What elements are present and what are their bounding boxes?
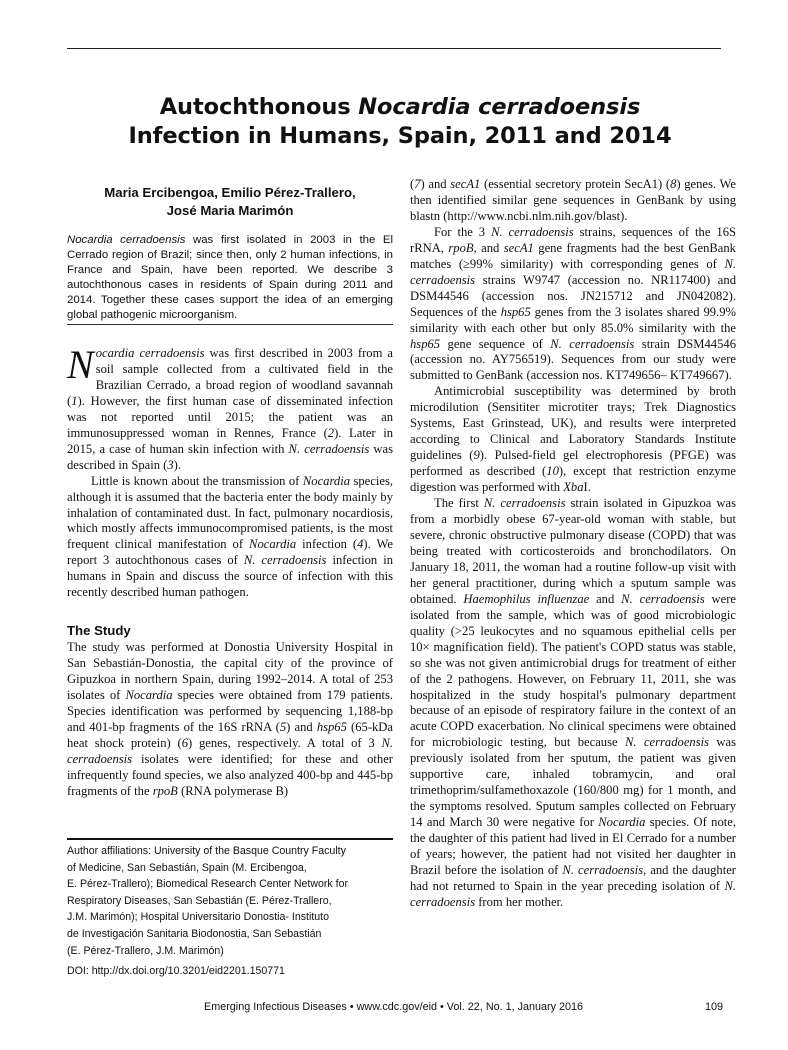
intro-paragraph-1: Nocardia cerradoensis was first described in 2003 from a soil sample collected from a cultivated field in the Brazilian Cerrado, a broad region of woodland savannah (1). However, the first human case of disseminated infection was not reported until 2015; the patient was an immunosuppressed woman in Rennes, France (2). Later in 2015, a case of human skin infection with N. cerradoensis was described in Spain (3). — [67, 342, 394, 472]
study-paragraph-2: For the 3 N. cerradoensis strains, sequences of the 16S rRNA, rpoB, and secA1 gene fragments had the best GenBank matches (≥99% similarity) with corresponding genes of N. cerradoensis strains W9747 (accession no. NR117400) and DSM44546 (accession nos. JN215712 and JN042082). Sequences of the hsp65 genes from the 3 isolates shared 99.9% similarity with each other but only 85.0% similarity with the hsp65 gene sequence of N. cerradoensis strain DSM44546 (accession no. AY756519). Sequences from our study were submitted to GenBank (accession nos. KT749656– KT749667). — [410, 224, 736, 383]
affiliation-line: E. Pérez-Trallero); Biomedical Research Center Network for — [67, 878, 349, 891]
title-species: Nocardia cerradoensis — [358, 94, 641, 120]
abstract-text: was first isolated in 2003 in the El Cerrado region of Brazil; since then, only 2 human infections, in France and Spain, have been reported. We describe 3 autochthonous cases in residents of Spain during 2011 and 2014. Together these cases support the idea of an emerging global pathogenic microorganism. — [67, 234, 393, 322]
affiliation-line: de Investigación Sanitaria Biodonostia, San Sebastián — [67, 927, 322, 940]
authors-line1: Maria Ercibengoa, Emilio Pérez-Trallero, — [104, 185, 356, 200]
affiliation-line: Author affiliations: University of the Basque Country Faculty — [67, 845, 346, 857]
abstract-species: Nocardia cerradoensis — [67, 234, 186, 246]
reference-link[interactable]: 3 — [167, 457, 174, 472]
journal-footer: Emerging Infectious Diseases • www.cdc.gov/eid • Vol. 22, No. 1, January 2016 — [204, 1001, 584, 1013]
reference-link[interactable]: 4 — [357, 537, 364, 552]
affiliation-line: (E. Pérez-Trallero, J.M. Marimón) — [67, 944, 224, 957]
study-paragraph-1: The study was performed at Donostia University Hospital in San Sebastián-Donostia, the capital city of the province of Gipuzkoa in northern Spain, during 1992–2014. A total of 253 isolates of Nocardia species were obtained from 179 patients. Species identification was performed by sequencing 1,188-bp and 401-bp fragments of the 16S rRNA (5) and hsp65 (65-kDa heat shock protein) (6) genes, respectively. A total of 3 N. cerradoensis isolates were identified; for these and other infrequently found species, we also analyzed 400-bp and 445-bp fragments of the rpoB (RNA polymerase B) — [67, 640, 393, 798]
reference-link[interactable]: 9 — [473, 448, 480, 463]
reference-link[interactable]: 10 — [546, 464, 559, 479]
reference-link[interactable]: 8 — [670, 177, 677, 191]
abstract-divider — [67, 324, 393, 325]
reference-link[interactable]: 6 — [181, 735, 189, 750]
drop-cap: N — [67, 342, 94, 387]
affiliation-line: J.M. Marimón); Hospital Universitario Donostia- Instituto — [67, 911, 329, 924]
affiliation-line: Respiratory Diseases, San Sebastián (E. Pérez-Trallero, — [67, 894, 332, 907]
study-paragraph-4: The first N. cerradoensis strain isolated in Gipuzkoa was from a morbidly obese 67-year-old woman with stable, but severe, chronic obstructive pulmonary disease (COPD) that was being treated with corticosteroids and bronchodilators. On January 18, 2011, the woman had a routine follow-up visit with her general practitioner, during which a sputum sample was obtained. Haemophilus influenzae and N. cerradoensis were isolated from the sample, which was of good microbiologic quality (>25 leukocytes and no squamous epithelial cells per 10× magnification field). The patient's COPD status was stable, so she was not given antimicrobial drugs for treatment of either of the 2 pathogens. However, on February 11, 2011, she was hospitalized in the study hospital's pulmonary department because of an episode of respiratory failure in the context of an acute COPD exacerbation. No clinical specimens were obtained for microbiologic testing, but because N. cerradoensis was previously isolated from her sputum, the patient was given supportive care, inhaled tobramycin, and oral trimethoprim/sulfamethoxazole (160/800 mg) for 1 month, and the symptoms resolved. Sputum samples collected on February 14 and March 30 were negative for Nocardia species. Of note, the daughter of this patient had lived in El Cerrado for a number of years; however, the patient had not visited her daughter in Brazil before the isolation of N. cerradoensis, and the daughter had not returned to Spain in the year preceding isolation of N. cerradoensis from her mother. — [410, 496, 737, 909]
right-column — [410, 177, 736, 911]
author-list — [67, 184, 393, 220]
reference-link[interactable]: 7 — [414, 177, 421, 191]
affiliations-divider — [67, 838, 393, 840]
title-line2: Infection in Humans, Spain, 2011 and 2014 — [128, 123, 672, 149]
reference-link[interactable]: 1 — [71, 393, 78, 408]
article-title — [60, 93, 740, 151]
study-paragraph-1-cont: (7) and secA1 (essential secretory protein SecA1) (8) genes. We then identified similar gene sequences in GenBank by using blastn (http://www.ncbi.nlm.nih.gov/blast). — [410, 177, 736, 223]
reference-link[interactable]: 5 — [279, 719, 287, 734]
intro-paragraph-2: Little is known about the transmission of Nocardia species, although it is assumed that the bacteria enter the body mainly by inhalation of contaminated dust. In fact, pulmonary nocardiosis, which mostly affects immunocompromised patients, is the most frequent clinical manifestation of Nocardia infection (4). We report 3 autochthonous cases of N. cerradoensis infection in humans in Spain and discuss the source of infection with this recently described human pathogen. — [67, 473, 393, 600]
affiliation-line: of Medicine, San Sebastián, Spain (M. Ercibengoa, — [67, 861, 307, 874]
study-paragraph-3: Antimicrobial susceptibility was determined by broth microdilution (Sensititer microtiter trays; Trek Diagnostics Systems, East Grinstead, UK), and results were interpreted according to Clinical and Laboratory Standards Institute guidelines (9). Pulsed-field gel electrophoresis (PFGE) was performed as described (10), except that restriction enzyme digestion was performed with XbaI. — [410, 384, 736, 495]
title-part1: Autochthonous — [159, 94, 359, 120]
authors-line2: José Maria Marimón — [166, 203, 294, 218]
abstract — [67, 233, 393, 324]
page-number: 109 — [705, 1001, 724, 1013]
doi-link[interactable]: DOI: http://dx.doi.org/10.3201/eid2201.150771 — [67, 965, 285, 977]
author-affiliations — [67, 843, 393, 959]
top-rule — [67, 48, 721, 49]
section-heading-the-study: The Study — [67, 623, 131, 639]
left-column — [67, 342, 394, 800]
reference-link[interactable]: 2 — [327, 425, 335, 440]
